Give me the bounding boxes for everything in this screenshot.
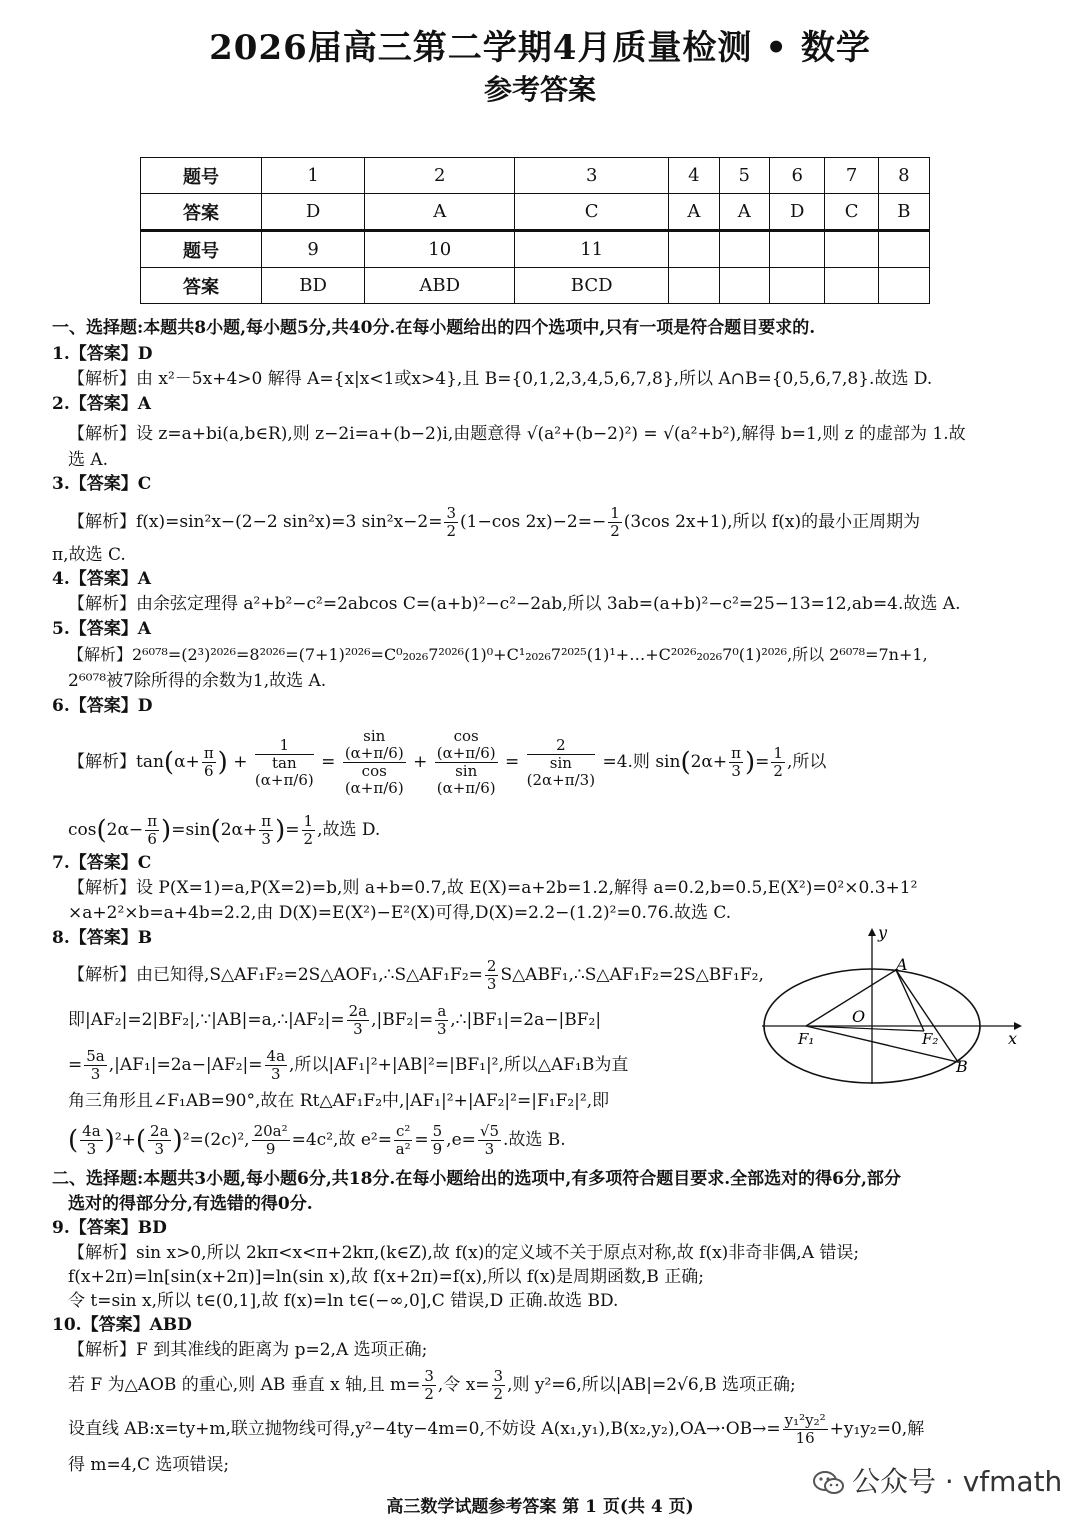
q6-analysis-cont: cos(2α− $\frac{\pi}{6}$ )=sin(2α+ $\frac{\pi}{3}$ )= $\frac{1}{2}$ ,故选 D. <box>52 810 1027 851</box>
table-cell: 3 <box>515 158 669 194</box>
table-cell: BD <box>262 268 365 304</box>
table-cell: 2 <box>365 158 515 194</box>
fraction <box>252 1123 290 1158</box>
q5-answer: 5.【答案】A <box>52 619 151 639</box>
text: (3cos 2x+1),所以 f(x)的最小正周期为 <box>623 512 921 532</box>
num: 20a² <box>253 1122 288 1140</box>
den: 3 <box>271 1065 281 1083</box>
den: 2 <box>773 762 783 780</box>
fraction <box>265 1048 288 1083</box>
row-header: 答案 <box>141 268 262 304</box>
den: 2 <box>610 522 620 540</box>
table-cell <box>769 231 825 268</box>
den: 3 <box>154 1140 165 1158</box>
table-cell: BCD <box>515 268 669 304</box>
paren: ) <box>104 1125 115 1156</box>
text: 2α+ <box>690 752 728 772</box>
num: 1 <box>255 737 314 755</box>
den: cos (α+π/6) <box>344 762 404 797</box>
num: π <box>261 812 272 830</box>
paren: ( <box>68 1125 79 1156</box>
label-f1: F₁ <box>798 1030 815 1048</box>
q6-analysis: 【解析】tan(α+ $\frac{\pi}{6}$ ) + 1 tan (α+π/6) = sin (α+π/6) cos (α+π/6) + cos (α+π/6) sin (α+π/6) = 2 sin (2α+π/3) =4.则 sin(2α+ $\frac{\pi}{3}$ )= $\frac{1}{2}$ ,所以 <box>68 727 827 797</box>
q10-analysis-3 <box>52 1412 1043 1447</box>
q9-answer: 9.【答案】BD <box>52 1218 167 1238</box>
text: cos <box>361 762 387 780</box>
text: 【解析】由已知得,S△AF₁F₂=2S△AOF₁,∴S△AF₁F₂= <box>68 965 483 985</box>
den: 9 <box>432 1140 443 1158</box>
q2-analysis-cont <box>52 447 1027 473</box>
table-cell: B <box>878 194 929 231</box>
q10-analysis: 【解析】F 到其准线的距离为 p=2,A 选项正确; <box>68 1340 428 1360</box>
table-cell: A <box>365 194 515 231</box>
text: sin <box>455 762 478 780</box>
label-a: A <box>896 955 908 974</box>
text: ,|BF₂|= <box>371 1010 434 1030</box>
den: 3 <box>486 975 497 993</box>
text: cos <box>453 727 479 745</box>
text: 若 F 为△AOB 的重心,则 AB 垂直 x 轴,且 m= <box>68 1375 421 1395</box>
num: 3 <box>424 1367 434 1385</box>
fraction <box>255 737 314 789</box>
label-f2: F₂ <box>922 1030 939 1048</box>
table-cell <box>769 268 825 304</box>
text: sin <box>363 727 386 745</box>
table-cell <box>669 268 719 304</box>
q3-analysis <box>52 505 1043 540</box>
den: 3 <box>437 1020 447 1038</box>
table-row <box>141 231 930 268</box>
fraction <box>347 1003 370 1038</box>
table-row <box>141 158 930 194</box>
paren: ( <box>163 747 175 778</box>
num: 2a <box>150 1122 169 1140</box>
text: =4.则 sin <box>602 752 681 772</box>
fraction <box>478 1123 501 1158</box>
num: c² <box>395 1122 411 1140</box>
label-y: y <box>878 926 888 942</box>
text: = <box>68 1055 83 1075</box>
row-header: 题号 <box>141 231 262 268</box>
table-cell: D <box>262 194 365 231</box>
fraction <box>444 505 458 540</box>
fraction <box>394 1123 412 1158</box>
text: ,所以|AF₁|²+|AB|²=|BF₁|²,所以△AF₁B为直 <box>289 1055 629 1075</box>
num: 5 <box>432 1122 443 1140</box>
fraction <box>435 1003 448 1038</box>
q10-answer: 10.【答案】ABD <box>52 1315 192 1335</box>
q3-analysis-cont: π,故选 C. <box>52 545 126 565</box>
text: 2α− <box>106 820 144 840</box>
q10-analysis-4: 得 m=4,C 选项错误; <box>68 1455 230 1475</box>
table-cell <box>669 231 719 268</box>
fraction <box>431 1123 445 1158</box>
num: 3 <box>446 504 457 522</box>
paren: ( <box>680 747 691 778</box>
fraction <box>422 1368 436 1403</box>
paren: ) <box>161 815 172 846</box>
fraction <box>148 1123 171 1158</box>
num: √5 <box>479 1122 499 1140</box>
den: 3 <box>261 830 271 848</box>
den: 2 <box>303 830 314 848</box>
den: 6 <box>147 830 157 848</box>
q9-analysis: 【解析】sin x>0,所以 2kπ<x<π+2kπ,(k∈Z),故 f(x)的定义域不关于原点对称,故 f(x)非奇非偶,A 错误; <box>68 1243 860 1263</box>
q8-answer: 8.【答案】B <box>52 928 153 948</box>
page-subtitle: 参考答案 <box>483 73 596 106</box>
fraction <box>729 745 743 780</box>
den: a² <box>395 1140 411 1158</box>
q6-answer: 6.【答案】D <box>52 696 153 716</box>
text: =4c²,故 e²= <box>291 1130 392 1150</box>
q8-analysis-4: 角三角形且∠F₁AB=90°,故在 Rt△AF₁F₂中,|AF₁|²+|AF₂|²=|F₁F₂|²,即 <box>68 1091 610 1111</box>
label-b: B <box>956 1057 968 1076</box>
text: ,则 y²=6,所以|AB|=2√6,B 选项正确; <box>507 1375 796 1395</box>
fraction <box>527 737 595 789</box>
row-header: 答案 <box>141 194 262 231</box>
table-cell <box>825 231 878 268</box>
fraction <box>259 813 273 848</box>
table-cell: 10 <box>365 231 515 268</box>
text: = <box>414 1130 429 1150</box>
table-cell: ABD <box>365 268 515 304</box>
text: (1−cos 2x)−2=− <box>460 512 607 532</box>
num: 5a <box>86 1047 105 1065</box>
y-axis-arrow <box>868 928 876 936</box>
table-cell <box>719 231 769 268</box>
q5-analysis: 【解析】2⁶⁰⁷⁸=(2³)²⁰²⁶=8²⁰²⁶=(7+1)²⁰²⁶=C⁰₂₀₂₆7²⁰²⁶(1)⁰+C¹₂₀₂₆7²⁰²⁵(1)¹+…+C²⁰²⁶₂₀₂₆7⁰(1)²⁰²⁶,所以 2⁶⁰⁷⁸=7n+1, <box>68 645 928 664</box>
q9-analysis-3: 令 t=sin x,所以 t∈(0,1],故 f(x)=ln t∈(−∞,0],C 错误,D 正确.故选 BD. <box>68 1291 619 1311</box>
q10-analysis-2 <box>52 1368 1043 1403</box>
table-cell: A <box>719 194 769 231</box>
num: sin (α+π/6) <box>344 727 404 762</box>
q7-answer: 7.【答案】C <box>52 853 152 873</box>
num: a <box>437 1002 447 1020</box>
q2-answer: 2.【答案】A <box>52 394 151 414</box>
table-cell: 9 <box>262 231 365 268</box>
text: S△ABF₁,∴S△AF₁F₂=2S△BF₁F₂, <box>500 965 764 985</box>
text: sin <box>549 753 572 772</box>
text: ,∴|BF₁|=2a−|BF₂| <box>450 1010 602 1030</box>
text: cos <box>68 820 97 840</box>
paren: ) <box>217 747 228 778</box>
table-cell <box>878 231 929 268</box>
table-cell: C <box>515 194 669 231</box>
segment-af2 <box>896 970 924 1031</box>
text: α+ <box>174 752 200 772</box>
fraction <box>343 728 406 797</box>
fraction <box>771 745 785 780</box>
fraction <box>84 1048 107 1083</box>
den: 3 <box>86 1140 97 1158</box>
q8-analysis-5 <box>52 1120 768 1161</box>
den: 6 <box>203 762 214 780</box>
text: ,所以 <box>786 752 827 772</box>
label-o: O <box>852 1007 866 1026</box>
text: 【解析】tan <box>68 752 164 772</box>
text: 设直线 AB:x=ty+m,联立抛物线可得,y²−4ty−4m=0,不妨设 A(x₁,y₁),B(x₂,y₂),OA→·OB→= <box>68 1419 781 1439</box>
fraction <box>783 1412 828 1447</box>
table-cell <box>719 268 769 304</box>
paren: ( <box>210 815 221 846</box>
table-cell: 6 <box>769 158 825 194</box>
table-cell: 8 <box>878 158 929 194</box>
table-cell: 11 <box>515 231 669 268</box>
num: π <box>147 812 158 830</box>
paren: ( <box>135 1125 147 1156</box>
table-cell: 5 <box>719 158 769 194</box>
label-x: x <box>1008 1029 1018 1048</box>
text: .故选 B. <box>503 1130 566 1150</box>
section-1-heading: 一、选择题:本题共8小题,每小题5分,共40分.在每小题给出的四个选项中,只有一项是符合题目要求的. <box>52 318 816 338</box>
text: ,|AF₁|=2a−|AF₂|= <box>108 1055 263 1075</box>
text: ,令 x= <box>437 1375 490 1395</box>
den: 3 <box>90 1065 101 1083</box>
num: π <box>731 744 742 762</box>
row-header: 题号 <box>141 158 262 194</box>
text: ²=(2c)², <box>182 1130 250 1150</box>
fraction <box>485 958 499 993</box>
table-cell: C <box>825 194 878 231</box>
q4-analysis: 【解析】由余弦定理得 a²+b²−c²=2abcos C=(a+b)²−c²−2ab,所以 3ab=(a+b)²−c²=25−13=12,ab=4.故选 A. <box>68 594 961 614</box>
text: 即|AF₂|=2|BF₂|,∵|AB|=a,∴|AF₂|= <box>68 1010 345 1030</box>
ellipse-figure <box>762 926 1024 1086</box>
section-2-heading-cont: 选对的得部分分,有选错的得0分. <box>68 1194 313 1214</box>
page-title: 2026届高三第二学期4月质量检测 • 数学 <box>209 28 871 68</box>
answer-table <box>140 157 930 304</box>
text: ²+ <box>114 1130 136 1150</box>
table-cell: D <box>769 194 825 231</box>
q5-analysis-cont: 2⁶⁰⁷⁸被7除所得的余数为1,故选 A. <box>68 671 327 691</box>
den: 16 <box>795 1429 815 1447</box>
paren: ( <box>96 815 107 846</box>
paren: ) <box>172 1125 183 1156</box>
q1-analysis: 【解析】由 x²－5x+4>0 解得 A={x|x<1或x>4},且 B={0,1,2,3,4,5,6,7,8},所以 A∩B={0,5,6,7,8}.故选 D. <box>68 369 933 389</box>
table-row <box>141 268 930 304</box>
fraction <box>145 813 159 848</box>
page-footer: 高三数学试题参考答案 第 1 页(共 4 页) <box>386 1497 694 1517</box>
num: 2a <box>348 1002 368 1020</box>
text: 【解析】f(x)=sin²x−(2−2 sin²x)=3 sin²x−2= <box>68 512 443 532</box>
q8-analysis-3 <box>52 1048 768 1083</box>
q8-analysis <box>52 958 768 993</box>
fraction <box>202 745 216 780</box>
q3-answer: 3.【答案】C <box>52 474 152 494</box>
table-cell: 4 <box>669 158 719 194</box>
watermark-text: 公众号 · vfmath <box>852 1465 1063 1498</box>
table-cell: 1 <box>262 158 365 194</box>
den: sin (α+π/6) <box>436 762 496 797</box>
den: 2 <box>446 522 457 540</box>
table-cell: A <box>669 194 719 231</box>
num: 3 <box>493 1367 504 1385</box>
text: 选 A. <box>68 450 109 470</box>
q1-answer: 1.【答案】D <box>52 344 153 364</box>
fraction <box>435 728 498 797</box>
q2-analysis: 【解析】设 z=a+bi(a,b∈R),则 z−2i=a+(b−2)i,由题意得 √(a²+(b−2)²) = √(a²+b²),解得 b=1,则 z 的虚部为 1.故 <box>68 424 966 444</box>
q7-analysis: 【解析】设 P(X=1)=a,P(X=2)=b,则 a+b=0.7,故 E(X)=a+2b=1.2,解得 a=0.2,b=0.5,E(X²)=0²×0.3+1² <box>68 878 918 898</box>
den: 9 <box>265 1140 276 1158</box>
table-cell: 7 <box>825 158 878 194</box>
q7-analysis-cont: ×a+2²×b=a+4b=2.2,由 D(X)=E(X²)−E²(X)可得,D(X)=2.2−(1.2)²=0.76.故选 C. <box>68 903 732 923</box>
table-row <box>141 194 930 231</box>
num: 1 <box>303 812 314 830</box>
den: sin (2α+π/3) <box>526 753 596 789</box>
text: tan <box>272 753 297 772</box>
num: 1 <box>773 744 783 762</box>
num: π <box>203 744 214 762</box>
fraction <box>608 505 622 540</box>
den: 3 <box>484 1140 495 1158</box>
paren: ) <box>745 747 756 778</box>
num: 4a <box>266 1047 286 1065</box>
paren: ) <box>275 815 286 846</box>
den: 3 <box>353 1020 363 1038</box>
text: =sin <box>171 820 211 840</box>
q8-analysis-2 <box>52 1003 768 1038</box>
text: +y₁y₂=0,解 <box>829 1419 925 1439</box>
text: ,故选 D. <box>317 820 381 840</box>
table-cell <box>878 268 929 304</box>
den: 3 <box>731 762 741 780</box>
num: 4a <box>82 1122 101 1140</box>
table-cell <box>825 268 878 304</box>
num: y₁²y₂² <box>784 1411 826 1429</box>
num: 2 <box>527 737 595 755</box>
fraction <box>80 1123 103 1158</box>
num: 2 <box>486 957 497 975</box>
den: tan (α+π/6) <box>254 753 314 789</box>
num: 1 <box>610 504 620 522</box>
q4-answer: 4.【答案】A <box>52 569 151 589</box>
text: ,e= <box>446 1130 476 1150</box>
den: 2 <box>493 1385 504 1403</box>
num: cos (α+π/6) <box>436 727 496 762</box>
fraction <box>492 1368 506 1403</box>
q9-analysis-2: f(x+2π)=ln[sin(x+2π)]=ln(sin x),故 f(x+2π)=f(x),所以 f(x)是周期函数,B 正确; <box>68 1267 705 1287</box>
fraction <box>302 813 316 848</box>
triangle-af1b <box>806 970 958 1062</box>
den: 2 <box>424 1385 434 1403</box>
section-2-heading: 二、选择题:本题共3小题,每小题6分,共18分.在每小题给出的选项中,有多项符合题目要求.全部选对的得6分,部分 <box>52 1169 901 1189</box>
text: 2α+ <box>220 820 258 840</box>
